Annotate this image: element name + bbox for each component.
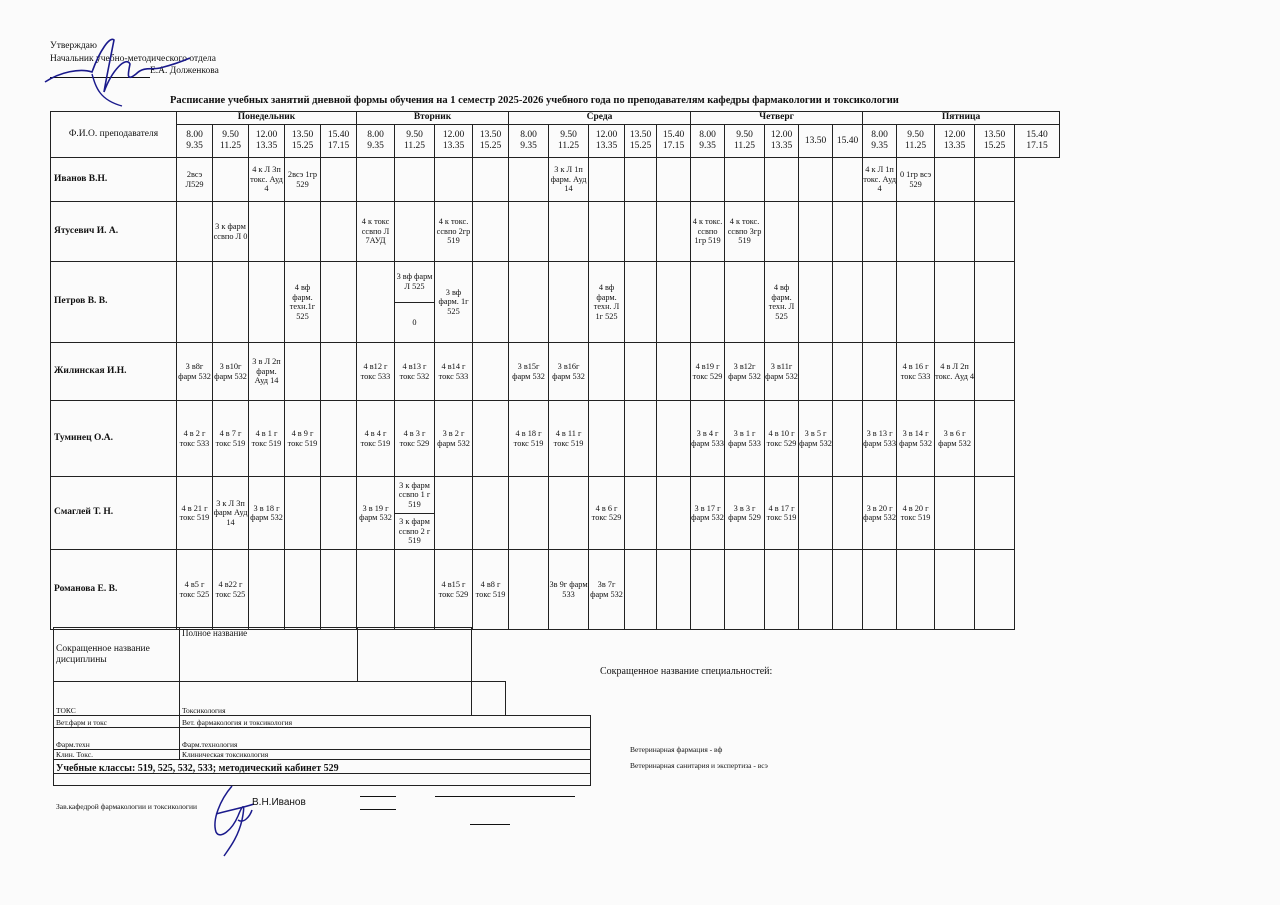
lesson-cell <box>935 262 975 343</box>
legend-table <box>53 627 591 786</box>
lesson-cell: 3 в 18 г фарм 532 <box>249 477 285 550</box>
lesson-cell <box>395 477 435 550</box>
lesson-cell <box>625 158 657 202</box>
lesson-cell <box>935 202 975 262</box>
time-slot-header: 12.00 13.35 <box>765 125 799 158</box>
lesson-cell: 3 в 14 г фарм 532 <box>897 401 935 477</box>
lesson-cell <box>435 158 473 202</box>
lesson-cell <box>657 477 691 550</box>
time-slot-header: 9.50 11.25 <box>549 125 589 158</box>
lesson-cell: 2всэ Л529 <box>177 158 213 202</box>
lesson-cell <box>833 343 863 401</box>
lesson-cell <box>473 158 509 202</box>
lesson-cell <box>589 202 625 262</box>
lesson-cell <box>765 202 799 262</box>
time-slot-header: 13.50 15.25 <box>625 125 657 158</box>
lesson-cell: 3 к Л 3п фарм Ауд 14 <box>213 477 249 550</box>
lesson-cell <box>509 477 549 550</box>
lesson-cell <box>357 262 395 343</box>
lesson-cell: 4 вф фарм. техн. Л 525 <box>765 262 799 343</box>
lesson-cell <box>833 158 863 202</box>
approval-signature-line <box>50 77 150 78</box>
lesson-cell <box>765 550 799 630</box>
lesson-cell <box>549 477 589 550</box>
time-slot-header: 9.50 11.25 <box>725 125 765 158</box>
teacher-row <box>51 477 1060 550</box>
approval-block <box>50 40 219 78</box>
lesson-cell <box>321 262 357 343</box>
lesson-cell <box>975 343 1015 401</box>
lesson-cell: 3 в12г фарм 532 <box>725 343 765 401</box>
lesson-cell <box>473 343 509 401</box>
lesson-cell <box>473 401 509 477</box>
lesson-cell <box>509 158 549 202</box>
specialties-caption: Сокращенное название специальностей: <box>600 666 773 677</box>
lesson-cell <box>395 262 435 343</box>
approval-position: Начальник учебно-методического отдела <box>50 53 217 64</box>
legend-row-full: Токсикология <box>180 682 472 716</box>
legend-row-full: Клиническая токсикология <box>180 750 591 760</box>
lesson-cell: 4 в 1 г токс 519 <box>249 401 285 477</box>
lesson-cell: 3 в 13 г фарм 533 <box>863 401 897 477</box>
lesson-cell <box>975 401 1015 477</box>
lesson-cell: 3 в 4 г фарм 533 <box>691 401 725 477</box>
lesson-cell <box>285 477 321 550</box>
legend-empty-space <box>472 628 591 682</box>
lesson-cell: 3 в15г фарм 532 <box>509 343 549 401</box>
lesson-cell <box>177 262 213 343</box>
fio-header: Ф.И.О. преподавателя <box>51 112 177 158</box>
lesson-cell: 4 в15 г токс 529 <box>435 550 473 630</box>
lesson-cell <box>625 262 657 343</box>
lesson-cell <box>863 262 897 343</box>
lesson-cell <box>935 477 975 550</box>
lesson-cell <box>357 158 395 202</box>
lesson-cell: 4 к токс. ссвпо 3гр 519 <box>725 202 765 262</box>
lesson-cell <box>725 158 765 202</box>
lesson-cell <box>473 477 509 550</box>
lesson-cell: 4 в 10 г токс 529 <box>765 401 799 477</box>
lesson-cell <box>975 262 1015 343</box>
approval-name-line <box>50 65 219 78</box>
time-slot-header: 9.50 11.25 <box>395 125 435 158</box>
lesson-cell <box>321 202 357 262</box>
lesson-entry: 3 вф фарм Л 525 <box>395 262 434 303</box>
lesson-cell: 4 в8 г токс 519 <box>473 550 509 630</box>
time-slot-header: 15.40 <box>833 125 863 158</box>
lesson-cell: 4 в 11 г токс 519 <box>549 401 589 477</box>
lesson-cell: 4 к токс. ссвпо 2гр 519 <box>435 202 473 262</box>
lesson-cell <box>975 202 1015 262</box>
lesson-cell: 3 в 2 г фарм 532 <box>435 401 473 477</box>
lesson-cell <box>321 550 357 630</box>
time-slot-header: 13.50 15.25 <box>473 125 509 158</box>
split-lesson-cell <box>395 477 434 549</box>
lesson-cell <box>863 550 897 630</box>
lesson-cell <box>625 477 657 550</box>
legend-empty-cell <box>358 628 472 682</box>
time-slot-header: 9.50 11.25 <box>213 125 249 158</box>
split-lesson-cell <box>395 262 434 342</box>
signature-underline <box>360 809 396 810</box>
signature-underline <box>435 796 575 797</box>
lesson-cell: 3 в10г фарм 532 <box>213 343 249 401</box>
lesson-cell: 4 к Л 3п токс. Ауд 4 <box>249 158 285 202</box>
lesson-cell <box>863 202 897 262</box>
lesson-cell: 3в 9г фарм 533 <box>549 550 589 630</box>
lesson-cell <box>285 202 321 262</box>
lesson-cell <box>549 202 589 262</box>
lesson-cell: 4 в22 г токс 525 <box>213 550 249 630</box>
lesson-cell: 3в 7г фарм 532 <box>589 550 625 630</box>
lesson-cell <box>473 202 509 262</box>
lesson-cell: 4 в 6 г токс 529 <box>589 477 625 550</box>
lesson-cell: 4 к токс ссвпо Л 7АУД <box>357 202 395 262</box>
time-slot-header: 8.00 9.35 <box>177 125 213 158</box>
lesson-entry: 3 к фарм ссвпо 1 г 519 <box>395 477 434 514</box>
teacher-name: Смаглей Т. Н. <box>51 477 177 550</box>
legend-empty-cell <box>472 682 506 716</box>
teacher-row <box>51 158 1060 202</box>
lesson-cell <box>589 158 625 202</box>
lesson-cell: 4 в12 г токс 533 <box>357 343 395 401</box>
lesson-cell: 3 в 3 г фарм 529 <box>725 477 765 550</box>
day-header: Среда <box>509 112 691 125</box>
lesson-cell <box>549 262 589 343</box>
lesson-cell <box>725 550 765 630</box>
head-of-department-name: В.Н.Иванов <box>252 797 306 808</box>
time-slot-header: 13.50 <box>799 125 833 158</box>
lesson-cell <box>897 550 935 630</box>
day-header: Пятница <box>863 112 1060 125</box>
lesson-cell <box>249 550 285 630</box>
lesson-cell <box>833 401 863 477</box>
lesson-cell <box>473 262 509 343</box>
lesson-cell: 3 в Л 2п фарм. Ауд 14 <box>249 343 285 401</box>
lesson-cell <box>657 262 691 343</box>
lesson-cell <box>249 202 285 262</box>
classes-note: Учебные классы: 519, 525, 532, 533; методический кабинет 529 <box>54 760 591 774</box>
lesson-cell: 4 в 17 г токс 519 <box>765 477 799 550</box>
lesson-cell: 3 в 1 г фарм 533 <box>725 401 765 477</box>
lesson-cell <box>395 550 435 630</box>
lesson-cell <box>935 158 975 202</box>
signature-underline <box>360 796 396 797</box>
lesson-cell: 3 в11г фарм 532 <box>765 343 799 401</box>
lesson-cell <box>833 262 863 343</box>
time-slot-header: 12.00 13.35 <box>935 125 975 158</box>
lesson-cell: 3 к фарм ссвпо Л 0 <box>213 202 249 262</box>
teacher-row <box>51 343 1060 401</box>
lesson-cell: 4 в 9 г токс 519 <box>285 401 321 477</box>
time-slot-header: 15.40 17.15 <box>657 125 691 158</box>
lesson-entry: 3 к фарм ссвпо 2 г 519 <box>398 517 431 545</box>
lesson-cell <box>799 477 833 550</box>
lesson-cell <box>657 343 691 401</box>
lesson-cell <box>395 202 435 262</box>
lesson-cell <box>897 262 935 343</box>
lesson-cell: 4 в 21 г токс 519 <box>177 477 213 550</box>
specialty-item: Ветеринарная фармация - вф <box>630 745 723 754</box>
legend-short-caption: Сокращенное название дисциплины <box>54 628 180 682</box>
time-slot-header: 8.00 9.35 <box>691 125 725 158</box>
lesson-cell <box>321 401 357 477</box>
lesson-cell <box>975 550 1015 630</box>
lesson-cell <box>509 550 549 630</box>
lesson-cell <box>625 343 657 401</box>
lesson-cell <box>285 550 321 630</box>
lesson-cell <box>625 401 657 477</box>
lesson-cell <box>321 158 357 202</box>
lesson-cell <box>357 550 395 630</box>
schedule-table <box>50 111 1060 630</box>
lesson-cell <box>833 550 863 630</box>
legend-row-full: Фарм.технология <box>180 728 591 750</box>
lesson-cell: 4 в14 г токс 533 <box>435 343 473 401</box>
lesson-cell <box>625 202 657 262</box>
lesson-cell <box>321 477 357 550</box>
teacher-row <box>51 401 1060 477</box>
lesson-cell: 4 вф фарм. техн.1г 525 <box>285 262 321 343</box>
lesson-cell: 3 в 20 г фарм 532 <box>863 477 897 550</box>
lesson-cell <box>177 202 213 262</box>
lesson-cell <box>213 158 249 202</box>
lesson-cell: 4 в 16 г токс 533 <box>897 343 935 401</box>
lesson-cell <box>589 401 625 477</box>
teacher-row <box>51 550 1060 630</box>
lesson-cell: 4 в13 г токс 532 <box>395 343 435 401</box>
legend-row-short: Фарм.техн <box>54 728 180 750</box>
teacher-row <box>51 262 1060 343</box>
lesson-cell: 4 в 7 г токс 519 <box>213 401 249 477</box>
lesson-cell <box>691 550 725 630</box>
lesson-cell: 4 в 3 г токс 529 <box>395 401 435 477</box>
lesson-cell <box>285 343 321 401</box>
lesson-cell <box>657 550 691 630</box>
lesson-cell <box>509 202 549 262</box>
lesson-cell <box>863 343 897 401</box>
lesson-cell: 4 в 4 г токс 519 <box>357 401 395 477</box>
legend-empty-space <box>506 682 591 716</box>
page-title: Расписание учебных занятий дневной формы обучения на 1 семестр 2025-2026 учебного года по преподавателям кафедры фармакологии и токсикологии <box>170 95 899 106</box>
lesson-cell: 3 в 19 г фарм 532 <box>357 477 395 550</box>
lesson-cell <box>321 343 357 401</box>
lesson-cell: 3 в 17 г фарм 532 <box>691 477 725 550</box>
lesson-cell <box>799 158 833 202</box>
head-signature <box>202 780 262 860</box>
legend-row-short: ТОКС <box>54 682 180 716</box>
teacher-name: Ятусевич И. А. <box>51 202 177 262</box>
lesson-cell: 2всэ 1гр 529 <box>285 158 321 202</box>
specialty-item: Ветеринарная санитария и экспертиза - всэ <box>630 761 768 770</box>
teacher-name: Петров В. В. <box>51 262 177 343</box>
lesson-cell <box>657 202 691 262</box>
time-slot-header: 8.00 9.35 <box>863 125 897 158</box>
approval-title: Утверждаю <box>50 41 97 51</box>
legend-row-short: Клин. Токс. <box>54 750 180 760</box>
lesson-cell <box>975 477 1015 550</box>
lesson-cell <box>657 401 691 477</box>
approval-name: Е.А. Долженкова <box>150 66 219 76</box>
lesson-cell <box>799 262 833 343</box>
time-slot-header: 12.00 13.35 <box>589 125 625 158</box>
legend-row-full: Вет. фармакология и токсикология <box>180 716 591 728</box>
teacher-name: Иванов В.Н. <box>51 158 177 202</box>
lesson-cell: 4 в 20 г токс 519 <box>897 477 935 550</box>
lesson-cell: 4 в 2 г токс 533 <box>177 401 213 477</box>
lesson-cell <box>249 262 285 343</box>
time-slot-header: 15.40 17.15 <box>1015 125 1060 158</box>
lesson-cell <box>765 158 799 202</box>
lesson-cell: 4 вф фарм. техн. Л 1г 525 <box>589 262 625 343</box>
time-slot-header: 15.40 17.15 <box>321 125 357 158</box>
lesson-cell: 4 к Л 1п токс. Ауд 4 <box>863 158 897 202</box>
day-header: Понедельник <box>177 112 357 125</box>
lesson-cell: 3 в16г фарм 532 <box>549 343 589 401</box>
lesson-cell <box>691 158 725 202</box>
lesson-cell <box>435 477 473 550</box>
lesson-cell <box>799 202 833 262</box>
lesson-cell <box>625 550 657 630</box>
lesson-cell <box>213 262 249 343</box>
lesson-cell: 4 в5 г токс 525 <box>177 550 213 630</box>
lesson-cell <box>395 158 435 202</box>
lesson-cell: 0 1гр всэ 529 <box>897 158 935 202</box>
lesson-cell: 4 к токс. ссвпо 1гр 519 <box>691 202 725 262</box>
lesson-cell: 3 в 6 г фарм 532 <box>935 401 975 477</box>
day-header: Четверг <box>691 112 863 125</box>
lesson-cell <box>833 477 863 550</box>
lesson-cell <box>509 262 549 343</box>
teacher-row <box>51 202 1060 262</box>
teacher-name: Жилинская И.Н. <box>51 343 177 401</box>
signature-underline <box>470 824 510 825</box>
lesson-cell: 3 вф фарм. 1г 525 <box>435 262 473 343</box>
lesson-cell: 4 в Л 2п токс. Ауд 4 <box>935 343 975 401</box>
lesson-cell: 3 к Л 1п фарм. Ауд 14 <box>549 158 589 202</box>
lesson-cell <box>935 550 975 630</box>
lesson-cell: 3 в8г фарм 532 <box>177 343 213 401</box>
time-slot-header: 8.00 9.35 <box>357 125 395 158</box>
time-slot-header: 13.50 15.25 <box>975 125 1015 158</box>
lesson-cell <box>897 202 935 262</box>
lesson-cell: 4 в19 г токс 529 <box>691 343 725 401</box>
lesson-cell <box>799 343 833 401</box>
time-slot-header: 8.00 9.35 <box>509 125 549 158</box>
day-header: Вторник <box>357 112 509 125</box>
legend-full-caption: Полное название <box>180 628 358 682</box>
lesson-cell <box>657 158 691 202</box>
lesson-cell <box>725 262 765 343</box>
legend-row-short: Вет.фарм и токс <box>54 716 180 728</box>
head-of-department-label: Зав.кафедрой фармакологии и токсикологии <box>56 802 198 811</box>
time-slot-header: 13.50 15.25 <box>285 125 321 158</box>
lesson-cell <box>691 262 725 343</box>
lesson-entry: 0 <box>412 317 417 327</box>
lesson-cell: 3 в 5 г фарм 532 <box>799 401 833 477</box>
time-slot-header: 12.00 13.35 <box>249 125 285 158</box>
lesson-cell <box>975 158 1015 202</box>
teacher-name: Романова Е. В. <box>51 550 177 630</box>
legend-empty-row <box>54 774 591 786</box>
lesson-cell <box>589 343 625 401</box>
teacher-name: Туминец О.А. <box>51 401 177 477</box>
lesson-cell <box>833 202 863 262</box>
time-slot-header: 12.00 13.35 <box>435 125 473 158</box>
lesson-cell <box>799 550 833 630</box>
lesson-cell: 4 в 18 г токс 519 <box>509 401 549 477</box>
time-slot-header: 9.50 11.25 <box>897 125 935 158</box>
